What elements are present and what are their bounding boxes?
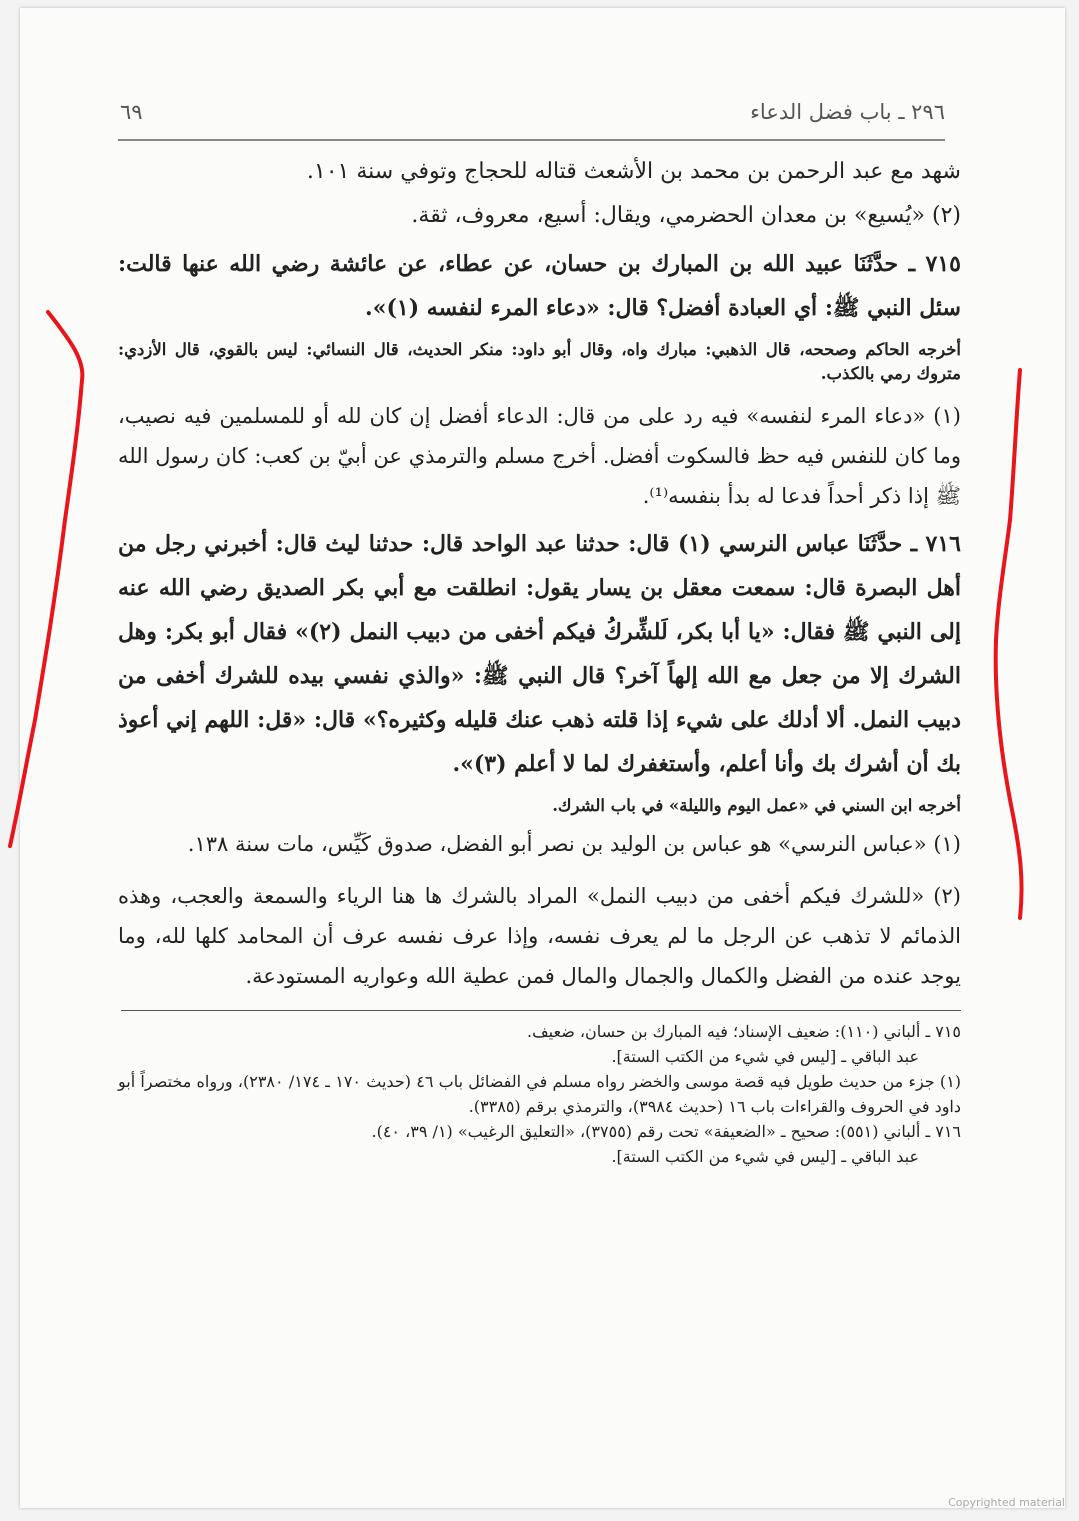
hadith-715: ٧١٥ ـ حدَّثَنَا عبيد الله بن المبارك بن حسان، عن عطاء، عن عائشة رضي الله عنها قالت: سئل النبي ﷺ: أي العبادة أفضل؟ قال: «دعاء المرء لنفسه (١)». — [118, 251, 961, 321]
chapter-title: ٢٩٦ ـ باب فضل الدعاء — [750, 100, 945, 124]
footnote-716: ٧١٦ ـ ألباني (٥٥١): صحيح ـ «الضعيفة» تحت رقم (٣٧٥٥)، «التعليق الرغيب» (١/ ٣٩، ٤٠). — [371, 1122, 961, 1141]
right-red-bracket — [996, 370, 1022, 918]
footnote-abdulbaqi-1: عبد الباقي ـ [ليس في شيء من الكتب الستة]. — [611, 1047, 919, 1066]
note-716-1: (١) «عباس النرسي» هو عباس بن الوليد بن نصر أبو الفضل، صدوق كَيِّس، مات سنة ١٣٨. — [187, 832, 961, 856]
hadith-716: ٧١٦ ـ حدَّثَنَا عباس النرسي (١) قال: حدثنا عبد الواحد قال: حدثنا ليث قال: أخبرني رجل من أهل البصرة قال: سمعت معقل بن يسار يقول: انطلقت مع أبي بكر الصديق رضي الله عنه إلى النبي ﷺ فقال: «يا أبا بكر، لَلشِّركُ فيكم أخفى من دبيب النمل (٢)» فقال أبو بكر: وهل الشرك إلا من جعل مع الله إلهاً آخر؟ قال النبي ﷺ: «والذي نفسي بيده للشرك أخفى من دبيب النمل. ألا أدلك على شيء إذا قلته ذهب عنك قليله وكثيره؟» قال: «قل: اللهم إني أعوذ بك أن أشرك بك وأنا أعلم، وأستغفرك لما لا أعلم (٣)». — [118, 531, 961, 777]
page-number: ٦٩ — [120, 100, 143, 124]
note-716-2: (٢) «للشرك فيكم أخفى من دبيب النمل» المراد بالشرك ها هنا الرياء والسمعة والعجب، وهذه الذمائم لا تذهب عن الرجل ما لم يعرف نفسه، وإذا عرف نفسه عرف أن المحامد كلها لله، وما يوجد عنده من الفضل والكمال والجمال والمال فمن عطية الله وعواريه المستودعة. — [118, 884, 961, 988]
note-continuation: شهد مع عبد الرحمن بن محمد بن الأشعث قتاله للحجاج وتوفي سنة ١٠١. — [306, 159, 961, 184]
note-2-yusay: (٢) «يُسيع» بن معدان الحضرمي، ويقال: أسيع، معروف، ثقة. — [411, 203, 961, 228]
takhrij-715: أخرجه الحاكم وصححه، قال الذهبي: مبارك واه، وقال أبو داود: منكر الحديث، قال النسائي: ليس بالقوي، قال الأزدي: متروك رمي بالكذب. — [118, 340, 961, 383]
left-red-bracket — [10, 312, 82, 846]
footnote-715: ٧١٥ ـ ألباني (١١٠): ضعيف الإسناد؛ فيه المبارك بن حسان، ضعيف. — [527, 1022, 961, 1041]
copyright-watermark: Copyrighted material — [948, 1496, 1065, 1509]
footnote-muslim: (١) جزء من حديث طويل فيه قصة موسى والخضر رواه مسلم في الفضائل باب ٤٦ (حديث ١٧٠ ـ ١٧٤/ ٢٣٨٠)، ورواه مختصراً أبو داود في الحروف والقراءات باب ١٦ (حديث ٣٩٨٤)، والترمذي برقم (٣٣٨٥). — [118, 1072, 962, 1116]
note-715: (١) «دعاء المرء لنفسه» فيه رد على من قال: الدعاء أفضل إن كان لله أو للمسلمين فيه نصيب، وما كان للنفس فيه حظ فالسكوت أفضل. أخرج مسلم والترمذي عن أبيّ بن كعب: كان رسول الله ﷺ إذا ذكر أحداً فدعا له بدأ بنفسه⁽¹⁾. — [118, 404, 961, 508]
footnote-abdulbaqi-2: عبد الباقي ـ [ليس في شيء من الكتب الستة]. — [611, 1147, 919, 1166]
takhrij-716: أخرجه ابن السني في «عمل اليوم والليلة» في باب الشرك. — [552, 796, 961, 815]
